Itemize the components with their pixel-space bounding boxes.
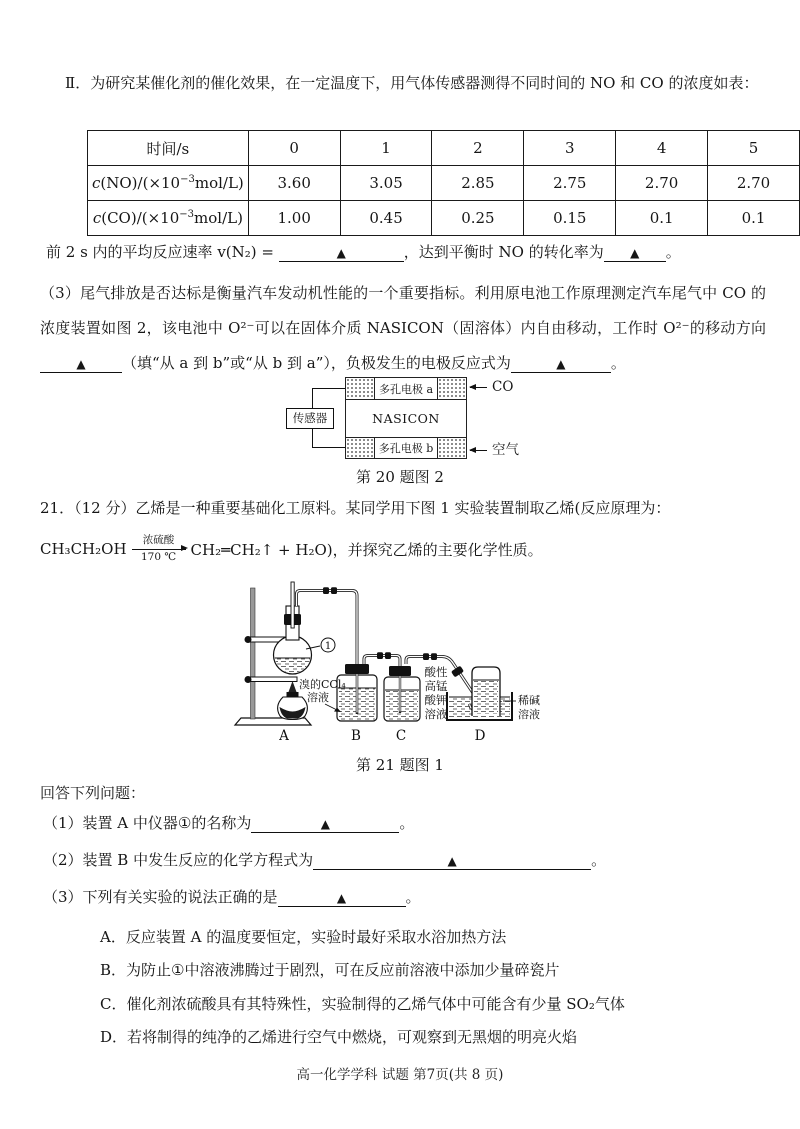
- svg-text:溶液: 溶液: [424, 707, 448, 721]
- porous-electrode-a-bar: [346, 378, 466, 399]
- concentration-table: [87, 130, 800, 236]
- co-gas-inlet: CO: [470, 379, 513, 395]
- answer-blank: ▲: [278, 891, 406, 907]
- table-header-time: 时间/s: [88, 131, 249, 166]
- svg-text:高锰: 高锰: [424, 679, 448, 693]
- nasicon-layer: NASICON: [346, 399, 466, 438]
- sensor-box: 传感器: [286, 408, 334, 429]
- delivery-tube-b-c: [364, 652, 400, 667]
- svg-text:溴的CCl₄: 溴的CCl₄: [299, 678, 346, 691]
- q21-sub3-line: （3）下列有关实验的说法正确的是 ▲ 。: [43, 888, 421, 906]
- q21-intro-paragraph: 21．（12 分）乙烯是一种重要基础化工原料。某同学用下图 1 实验装置制取乙烯(反应原理为：: [40, 499, 671, 517]
- equation-product: CH₂═CH₂↑ + H₂O)，并探究乙烯的主要化学性质。: [190, 540, 543, 559]
- answer-blank: ▲: [313, 854, 591, 870]
- figure-21-1-caption: 第 21 题图 1: [356, 756, 444, 774]
- page-footer: 高一化学学科 试题 第7页(共 8 页): [296, 1067, 504, 1083]
- reaction-equation: [40, 531, 766, 567]
- svg-text:酸钾: 酸钾: [424, 693, 448, 707]
- left-arrow-icon: [470, 450, 487, 451]
- electrode-a-label: 多孔电极 a: [374, 377, 438, 400]
- porous-electrode-b-bar: [346, 438, 466, 458]
- q21-sub1-line: （1）装置 A 中仪器①的名称为 ▲ 。: [43, 814, 415, 832]
- row-label-co: $c(CO)/(\times 10^{-3}mol/L)$: [88, 201, 249, 236]
- apparatus-diagram: [233, 580, 575, 750]
- option-c: C．催化剂浓硫酸具有其特殊性，实验制得的乙烯气体中可能含有少量 SO₂气体: [100, 994, 625, 1013]
- q20-intro-paragraph: Ⅱ．为研究某催化剂的催化效果，在一定温度下，用气体传感器测得不同时间的 NO 和 CO 的浓度如表：: [65, 74, 759, 92]
- answer-blank: ▲: [279, 246, 404, 262]
- option-list: [100, 921, 625, 1054]
- svg-text:溶液: 溶液: [307, 691, 329, 704]
- gas-sensor-diagram: [0, 372, 800, 466]
- arrow-condition-bottom: 170 ℃: [140, 550, 177, 563]
- svg-text:溶液: 溶液: [518, 708, 540, 721]
- svg-text:C: C: [395, 728, 407, 744]
- q20-sub3-paragraph: （3）尾气排放是否达标是衡量汽车发动机性能的一个重要指标。利用原电池工作原理测定汽车尾气中 CO 的浓度装置如图 2，该电池中 O²⁻可以在固体介质 NASICON（固溶体）内自由移动，工作时 O²⁻的移动方向▲ （填“从 a 到 b”或“从 b 到 a”），负极发生的电极反应式为 ▲ 。: [40, 284, 766, 372]
- table-row: $c(NO)/(\times 10^{-3}mol/L)$ 3.60 3.05 2.85 2.75 2.70 2.70: [88, 166, 800, 201]
- electrode-b-label: 多孔电极 b: [374, 437, 438, 459]
- answer-blank: ▲: [511, 357, 611, 373]
- svg-text:1: 1: [324, 641, 332, 652]
- round-bottom-flask: [273, 582, 335, 674]
- left-arrow-icon: [470, 387, 487, 388]
- option-a: A．反应装置 A 的温度要恒定，实验时最好采取水浴加热方法: [100, 928, 507, 946]
- arrow-condition-top: 浓硫酸: [142, 534, 175, 547]
- reaction-arrow: [132, 534, 186, 563]
- answer-prompt: 回答下列问题：: [40, 784, 146, 802]
- answer-blank: ▲: [251, 817, 399, 833]
- right-arrow-icon: [132, 549, 186, 550]
- svg-text:B: B: [351, 728, 361, 744]
- answer-blank: ▲: [604, 246, 666, 262]
- svg-text:酸性: 酸性: [424, 665, 448, 679]
- inverted-collection-bottle: [472, 667, 500, 716]
- table-header-row: 时间/s 0 1 2 3 4 5: [88, 131, 800, 166]
- table-row: $c(CO)/(\times 10^{-3}mol/L)$ 1.00 0.45 0.25 0.15 0.1 0.1: [88, 201, 800, 236]
- air-gas-inlet: 空气: [470, 438, 519, 458]
- option-d: D．若将制得的纯净的乙烯进行空气中燃烧，可观察到无黑烟的明亮火焰: [100, 1027, 578, 1046]
- equation-reactant: CH₃CH₂OH: [40, 540, 127, 558]
- q21-sub2-line: （2）装置 B 中发生反应的化学方程式为 ▲ 。: [43, 851, 607, 869]
- gas-washing-bottle-c: [384, 666, 420, 721]
- answer-blank: ▲: [40, 357, 122, 373]
- svg-text:A: A: [279, 728, 289, 744]
- thermometer: [291, 582, 294, 628]
- gas-washing-bottle-b: [337, 664, 377, 721]
- electrode-assembly: [345, 377, 467, 459]
- svg-text:稀碱: 稀碱: [518, 694, 540, 707]
- option-b: B．为防止①中溶液沸腾过于剧烈，可在反应前溶液中添加少量碎瓷片: [100, 961, 560, 980]
- svg-text:D: D: [474, 728, 486, 744]
- figure-20-2-caption: 第 20 题图 2: [356, 468, 444, 486]
- kmno4-label: [425, 665, 448, 721]
- apparatus-letters: [278, 728, 485, 744]
- rate-question-line: 前 2 s 内的平均反应速率 v(N₂) = ▲ ，达到平衡时 NO 的转化率为 ▲ 。: [46, 243, 681, 261]
- row-label-no: $c(NO)/(\times 10^{-3}mol/L)$: [88, 166, 249, 201]
